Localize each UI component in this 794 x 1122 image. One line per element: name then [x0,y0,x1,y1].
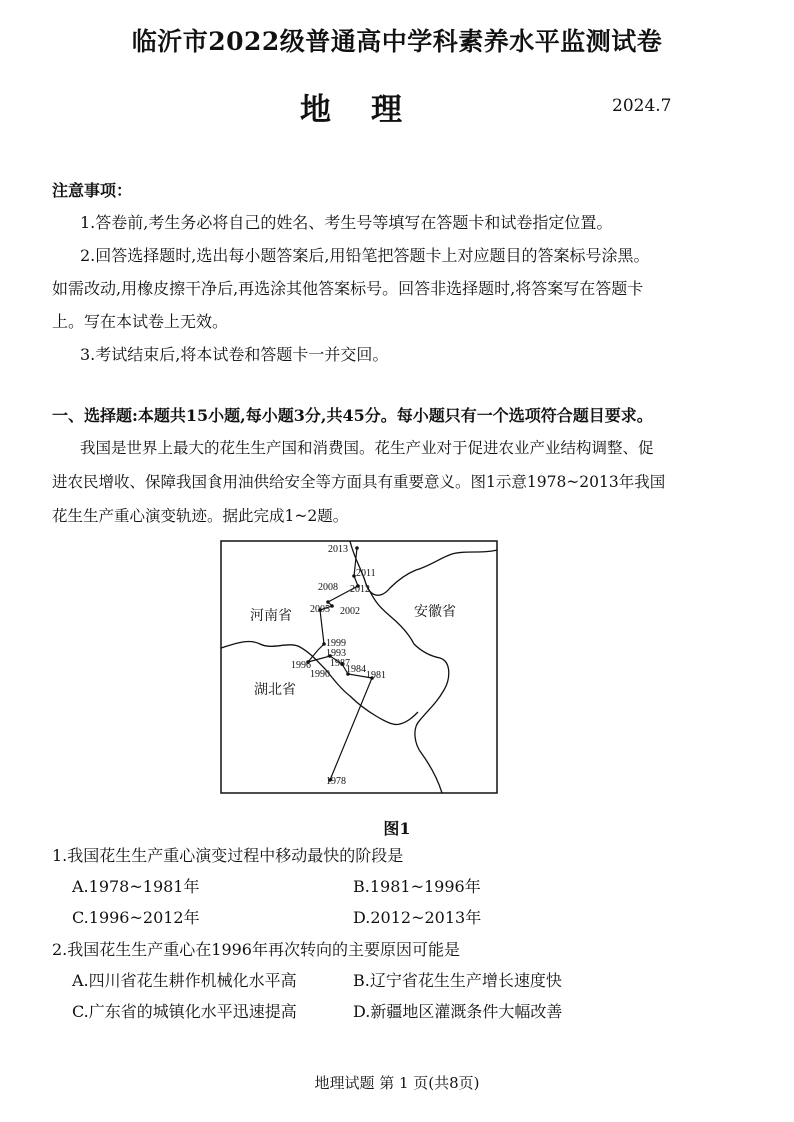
province-anhui: 安徽省 [414,604,456,620]
question-1-option-b: B.1981~1996年 [353,877,481,896]
year-2005: 2005 [310,604,330,615]
question-2-option-c: C.广东省的城镇化水平迅速提高 [72,1002,297,1021]
border-henan-hubei [221,641,418,724]
question-2-option-a: A.四川省花生耕作机械化水平高 [72,971,297,990]
question-2-stem: 2.我国花生生产重心在1996年再次转向的主要原因可能是 [52,940,460,959]
province-hubei: 湖北省 [254,682,296,698]
intro-line-3: 花生生产重心演变轨迹。据此完成1~2题。 [52,507,349,525]
question-1-option-d: D.2012~2013年 [353,908,482,927]
notice-heading: 注意事项： [52,181,133,200]
exam-date: 2024.7 [612,96,672,116]
year-1978: 1978 [326,776,346,787]
intro-line-2: 进农民增收、保障我国食用油供给安全等方面具有重要意义。图1示意1978~2013年我国 [52,473,666,491]
year-2002: 2002 [340,606,360,617]
question-1-option-c: C.1996~2012年 [72,908,200,927]
province-henan: 河南省 [250,608,292,624]
question-2-option-b: B.辽宁省花生生产增长速度快 [353,971,562,990]
question-2-option-d: D.新疆地区灌溉条件大幅改善 [353,1002,563,1021]
year-2008: 2008 [318,582,338,593]
exam-title: 临沂市2022级普通高中学科素养水平监测试卷 [131,27,663,56]
year-1987: 1987 [330,658,350,669]
year-1990: 1990 [310,669,330,680]
year-1996: 1996 [291,660,311,671]
notice-item-3: 3.考试结束后,将本试卷和答题卡一并交回。 [80,345,389,364]
section-heading: 一、选择题:本题共15小题,每小题3分,共45分。每小题只有一个选项符合题目要求。 [52,406,653,425]
year-2012: 2012 [350,584,370,595]
year-1993: 1993 [326,648,346,659]
notice-item-2-cont: 如需改动,用橡皮擦干净后,再选涂其他答案标号。回答非选择题时,将答案写在答题卡 [52,279,644,298]
figure-map [220,540,498,794]
notice-item-1: 1.答卷前,考生务必将自己的姓名、考生号等填写在答题卡和试卷指定位置。 [80,213,613,232]
year-1981: 1981 [366,670,386,681]
page-footer: 地理试题 第 1 页(共8页) [314,1074,480,1092]
intro-line-1: 我国是世界上最大的花生生产国和消费国。花生产业对于促进农业产业结构调整、促 [80,439,654,457]
year-2011: 2011 [356,568,376,579]
year-1984: 1984 [346,664,366,675]
figure-caption: 图1 [383,819,411,838]
year-1999: 1999 [326,638,346,649]
notice-item-2: 2.回答选择题时,选出每小题答案后,用铅笔把答题卡上对应题目的答案标号涂黑。 [80,246,650,265]
question-1-option-a: A.1978~1981年 [72,877,200,896]
question-1-stem: 1.我国花生生产重心演变过程中移动最快的阶段是 [52,846,404,865]
year-2013: 2013 [328,544,348,555]
map-svg [220,540,498,794]
notice-item-2-end: 上。写在本试卷上无效。 [52,312,229,331]
subject-title: 地理 [300,92,442,128]
